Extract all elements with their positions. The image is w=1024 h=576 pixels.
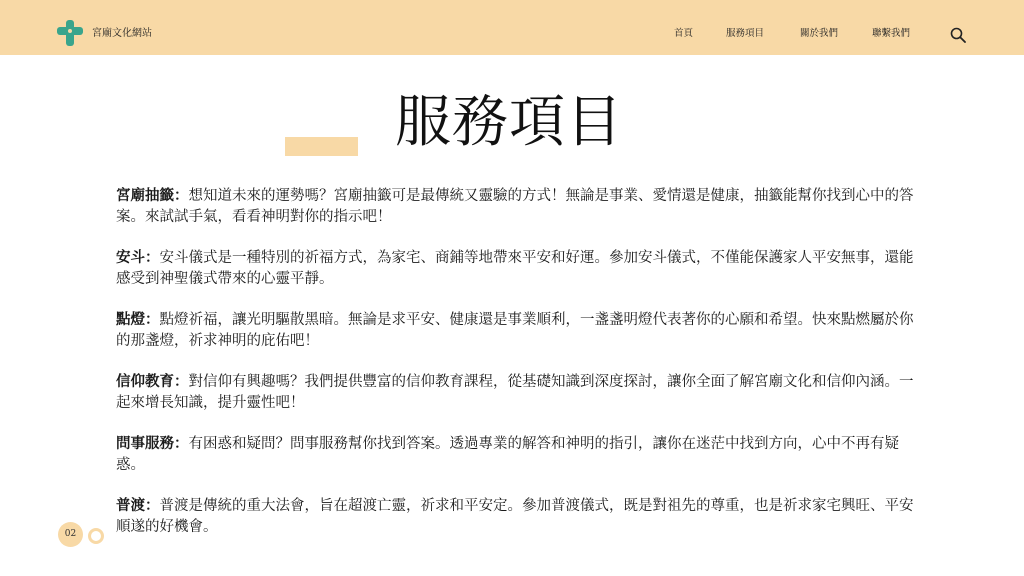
service-description: 安斗儀式是一種特別的祈福方式，為家宅、商鋪等地帶來平安和好運。參加安斗儀式，不僅能保護家人平安無事，還能感受到神聖儀式帶來的心靈平靜。 [116,250,914,287]
service-description: 普渡是傳統的重大法會，旨在超渡亡靈，祈求和平安定。參加普渡儀式，既是對祖先的尊重，也是祈求家宅興旺、平安順遂的好機會。 [116,498,914,535]
service-item-lamp-lighting [116,310,922,352]
service-item-consultation [116,434,922,476]
page-indicator-ring-icon [88,528,104,544]
service-item-pudu [116,496,922,538]
service-description: 點燈祈福，讓光明驅散黑暗。無論是求平安、健康還是事業順利，一盞盞明燈代表著你的心願和希望。快來點燃屬於你的那盞燈，祈求神明的庇佑吧！ [116,312,914,349]
service-name: 普渡： [116,498,160,514]
site-name[interactable]: 宮廟文化網站 [92,28,152,39]
service-name: 宮廟抽籤： [116,188,189,204]
title-accent-bar [285,137,358,156]
service-name: 問事服務： [116,436,189,452]
page-number: 02 [58,522,83,547]
service-description: 有困惑和疑問？問事服務幫你找到答案。透過專業的解答和神明的指引，讓你在迷茫中找到方向，心中不再有疑惑。 [116,436,899,473]
top-navbar [0,0,1024,55]
nav-about[interactable]: 關於我們 [800,28,839,39]
service-description: 對信仰有興趣嗎？我們提供豐富的信仰教育課程，從基礎知識到深度探討，讓你全面了解宮廟文化和信仰內涵。一起來增長知識，提升靈性吧！ [116,374,914,411]
service-item-an-dou [116,248,922,290]
search-icon[interactable] [950,27,966,43]
services-list [116,186,922,558]
service-name: 安斗： [116,250,160,266]
cross-logo-icon[interactable] [57,20,83,46]
service-name: 點燈： [116,312,160,328]
service-description: 想知道未來的運勢嗎？宮廟抽籤可是最傳統又靈驗的方式！無論是事業、愛情還是健康，抽籤能幫你找到心中的答案。來試試手氣，看看神明對你的指示吧！ [116,188,914,225]
service-item-faith-education [116,372,922,414]
page-title: 服務項目 [395,90,623,155]
nav-home[interactable]: 首頁 [674,28,694,39]
nav-services[interactable]: 服務項目 [726,28,765,39]
service-item-fortune-lots [116,186,922,228]
nav-contact[interactable]: 聯繫我們 [872,28,911,39]
service-name: 信仰教育： [116,374,189,390]
